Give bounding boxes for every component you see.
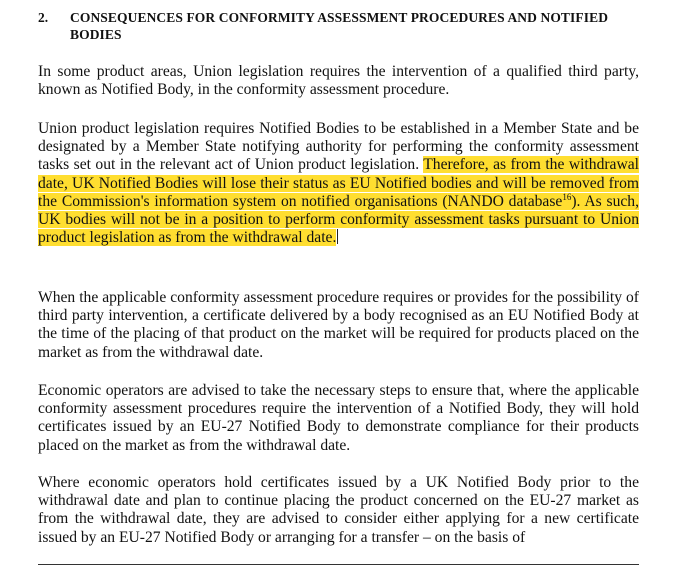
paragraph-text: Economic operators are advised to take the necessary steps to ensure that, where the applicable conformity assessment procedures require the intervention of a Notified Body, they will hold certificates issued by an EU-27 Notified Body to demonstrate compliance for their products placed on the market as from the withdrawal date. [38,382,639,454]
paragraph-uk-certificates [38,474,639,547]
section-number: 2. [38,10,49,25]
paragraph-notified-body-intro [38,63,639,99]
paragraph-economic-operators-advice [38,382,639,455]
highlighted-text-part-a: Therefore, as from the withdrawal date, UK Notified Bodies will lose their status as EU Notified bodies and will be removed from the Commission's information system on notified organisations (NANDO database [38,156,639,210]
paragraph-notified-body-status [38,120,639,247]
paragraph-text: When the applicable conformity assessment procedure requires or provides for the possibility of third party intervention, a certificate delivered by a body recognised as an EU Notified Body at the time of the placing of that product on the market will be required for products placed on the market as from the withdrawal date. [38,289,639,361]
paragraph-text [38,120,639,247]
footnote-separator-line [38,564,639,565]
section-heading [38,9,658,43]
paragraph-plain-text: Union product legislation requires Notified Bodies to be established in a Member State and be designated by a Member State notifying authority for performing the conformity assessment tasks set out in the relevant act of Union product legislation. [38,120,639,174]
section-title: CONSEQUENCES FOR CONFORMITY ASSESSMENT PROCEDURES AND NOTIFIED BODIES [70,10,609,42]
text-cursor [337,229,338,244]
paragraph-text: Where economic operators hold certificates issued by a UK Notified Body prior to the withdrawal date and plan to continue placing the product concerned on the EU-27 market as from the withdrawal date, they are advised to consider either applying for a new certificate issued by an EU-27 Notified Body or arranging for a transfer – on the basis of [38,474,639,546]
paragraph-third-party-intervention [38,289,639,362]
footnote-reference[interactable]: 16 [562,191,572,202]
highlighted-text-part-b: ). As such, UK bodies will not be in a position to perform conformity assessment tasks pursuant to Union product legislation as from the withdrawal date. [38,192,639,247]
paragraph-text: In some product areas, Union legislation requires the intervention of a qualified third party, known as Notified Body, in the conformity assessment procedure. [38,63,639,99]
